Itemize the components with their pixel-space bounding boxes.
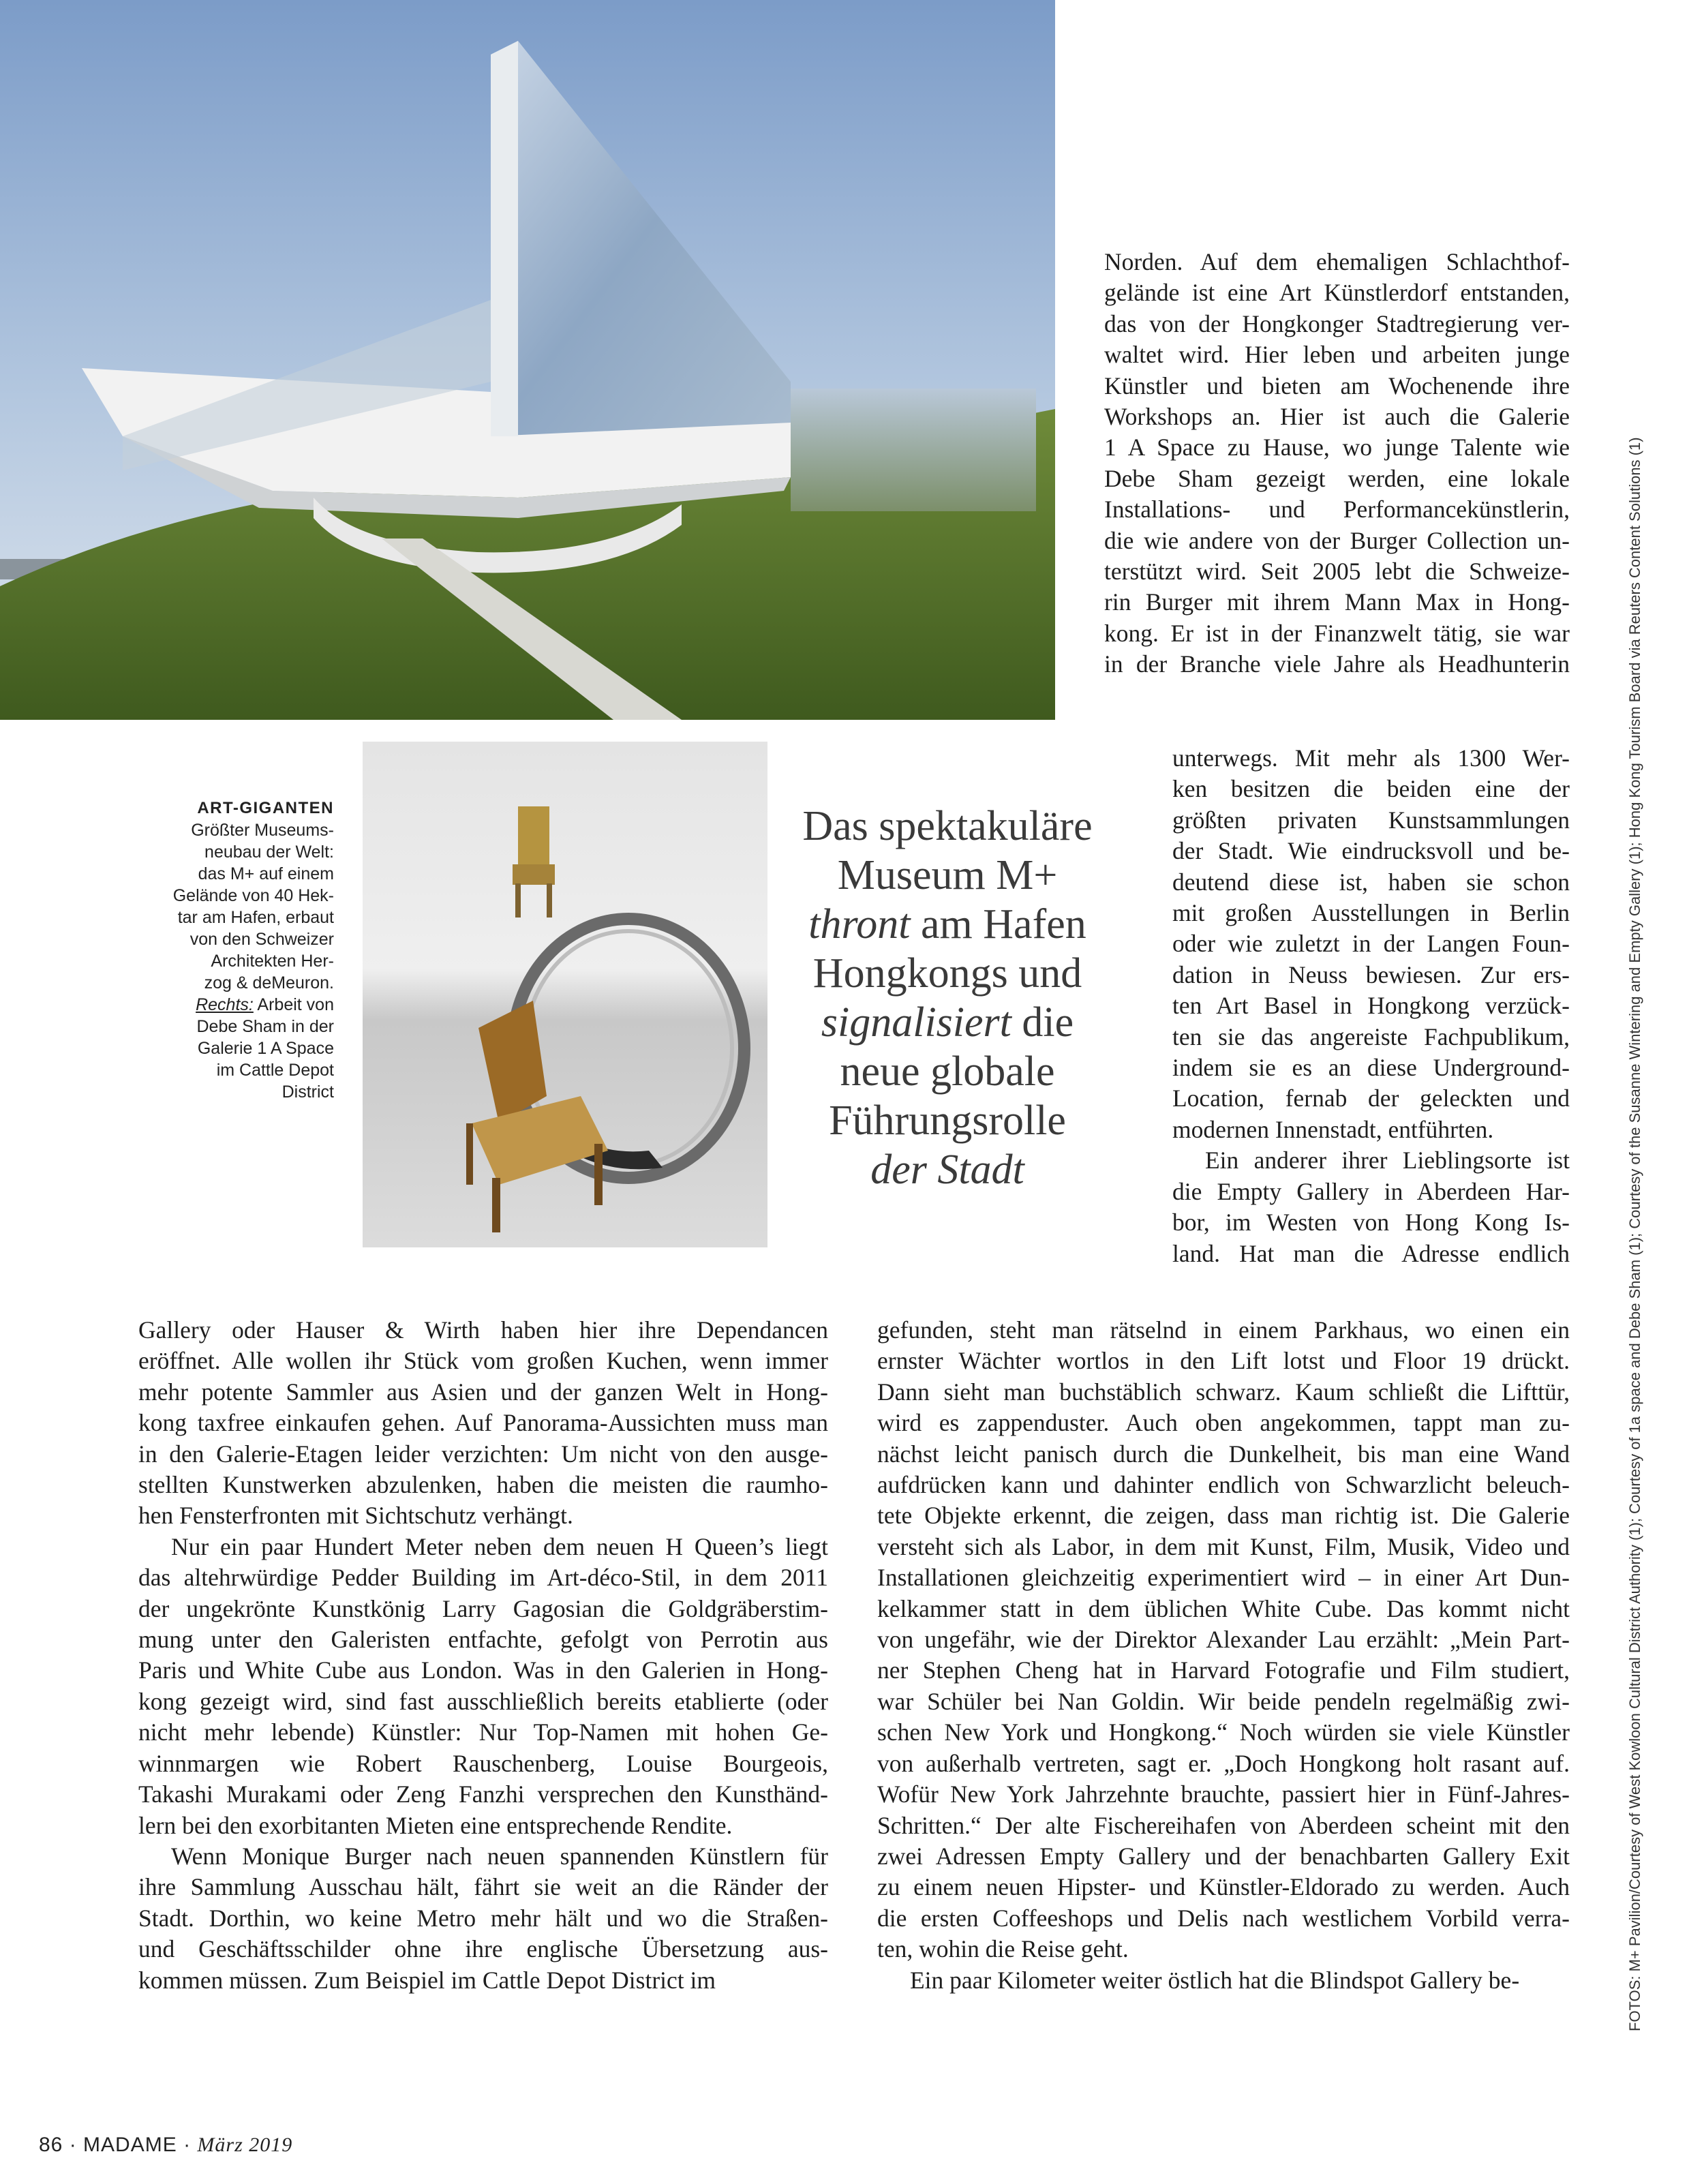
text-line: aufdrücken kann und dahinter endlich von Schwarzlicht beleuch- (877, 1471, 1570, 1499)
caption-line: neubau der Welt: (204, 843, 334, 862)
text-line: dation in Neuss bewiesen. Zur ers- (1172, 960, 1570, 988)
pull-quote-text: die (1011, 999, 1074, 1046)
folio-separator: · (177, 2134, 198, 2156)
text-line: Gallery oder Hauser & Wirth haben hier ihre Dependancen (138, 1316, 828, 1344)
text-line: gefunden, steht man rätselnd in einem Parkhaus, wo einen ein (877, 1316, 1570, 1344)
text-line: Dann sieht man buchstäblich schwarz. Kaum schließt die Lifttür, (877, 1378, 1570, 1406)
text-line: lern bei den exorbitanten Mieten eine entsprechende Rendite. (138, 1811, 733, 1839)
text-line: nächst leicht panisch durch die Dunkelheit, bis man eine Wand (877, 1440, 1570, 1468)
text-line: das von der Hongkonger Stadtregierung ver- (1104, 309, 1570, 337)
caption-line: Gelände von 40 Hek- (172, 886, 334, 905)
text-line: in der Branche viele Jahre als Headhunterin (1104, 650, 1570, 678)
text-line: Wofür New York Jahrzehnte brauchte, passiert hier in Fünf-Jahres- (877, 1780, 1570, 1808)
text-line: modernen Innenstadt, entführten. (1172, 1115, 1494, 1143)
caption-line: District (282, 1082, 334, 1102)
text-line: Takashi Murakami oder Zeng Fanzhi versprechen den Kunsthänd- (138, 1780, 828, 1808)
text-line: die Empty Gallery in Aberdeen Har- (1172, 1177, 1570, 1205)
text-line: Ein paar Kilometer weiter östlich hat die Blindspot Gallery be- (910, 1966, 1520, 1994)
text-line: Workshops an. Hier ist auch die Galerie (1104, 403, 1570, 431)
caption-line: Galerie 1 A Space (197, 1039, 334, 1058)
caption-line: tar am Hafen, erbaut (177, 908, 334, 927)
museum-photo (0, 0, 1055, 720)
text-line: Installations- und Performancekünstlerin, (1104, 496, 1570, 524)
caption-line: von den Schweizer (189, 930, 334, 949)
text-line: ner Stephen Cheng hat in Harvard Fotografie und Film studiert, (877, 1656, 1570, 1684)
text-line: ten Art Basel in Hongkong verzück- (1172, 992, 1570, 1020)
text-line: mehr potente Sammler aus Asien und der ganzen Welt in Hong- (138, 1378, 828, 1406)
folio-separator: · (63, 2134, 84, 2156)
text-line: kong. Er ist in der Finanzwelt tätig, sie war (1104, 619, 1570, 647)
pull-quote-text: am Hafen (910, 901, 1086, 947)
caption-line: Größter Museums- (191, 821, 334, 840)
text-line: nicht mehr lebende) Künstler: Nur Top-Namen mit hohen Ge- (138, 1718, 828, 1746)
chairs-artwork-photo (363, 742, 767, 1247)
text-line: deutend diese ist, haben sie schon (1172, 868, 1570, 896)
text-line: Nur ein paar Hundert Meter neben dem neuen H Queen’s liegt (171, 1532, 828, 1560)
text-line: Stadt. Dorthin, wo keine Metro mehr hält und wo die Straßen- (138, 1904, 828, 1932)
text-line: die ersten Coffeeshops und Delis nach westlichem Vorbild verra- (877, 1904, 1570, 1932)
pull-quote-emphasis: thront (808, 901, 911, 947)
article-column-right-narrow (1172, 743, 1570, 1269)
text-line: mung unter den Galeristen entfachte, gefolgt von Perrotin aus (138, 1626, 828, 1654)
text-line: in den Galerie-Etagen leider verzichten: Um nicht von den ausge- (138, 1440, 828, 1468)
text-line: zu einem neuen Hipster- und Künstler-Eldorado zu werden. Auch (877, 1873, 1570, 1901)
page-number: 86 (39, 2134, 63, 2156)
text-line: waltet wird. Hier leben und arbeiten junge (1104, 341, 1570, 369)
text-line: war Schüler bei Nan Goldin. Wir beide pendeln regelmäßig zwi- (877, 1687, 1570, 1715)
caption-line: Architekten Her- (211, 952, 334, 971)
text-line: kelkammer statt in dem üblichen White Cube. Das kommt nicht (877, 1594, 1570, 1622)
text-line: ten sie das angereiste Fachpublikum, (1172, 1022, 1570, 1050)
text-line: Location, fernab der geleckten und (1172, 1085, 1570, 1112)
text-line: Schritten.“ Der alte Fischereihafen von Aberdeen scheint mit den (877, 1811, 1570, 1839)
pull-quote-line (784, 900, 1111, 949)
text-line: ken besitzen die beiden eine der (1172, 775, 1570, 803)
text-line: schen New York und Hongkong.“ Noch würden sie viele Künstler (877, 1718, 1570, 1746)
issue-date: März 2019 (197, 2134, 293, 2156)
caption-rechts-label: Rechts: (196, 995, 254, 1014)
text-line: der Stadt. Wie eindrucksvoll und be- (1172, 837, 1570, 865)
text-line: zwei Adressen Empty Gallery und der benachbarten Gallery Exit (877, 1842, 1570, 1870)
text-line: unterwegs. Mit mehr als 1300 Wer- (1172, 744, 1570, 772)
text-line: land. Hat man die Adresse endlich (1172, 1239, 1570, 1267)
caption-line: im Cattle Depot (216, 1061, 334, 1080)
pull-quote-line: Hongkongs und (812, 950, 1082, 997)
pull-quote-line (784, 998, 1111, 1047)
text-line: kong taxfree einkaufen gehen. Auf Panorama-Aussichten muss man (138, 1409, 828, 1437)
text-line: Norden. Auf dem ehemaligen Schlachthof- (1104, 248, 1570, 275)
pull-quote-line: Das spektakuläre (802, 803, 1093, 849)
text-line: kommen müssen. Zum Beispiel im Cattle Depot District im (138, 1966, 716, 1994)
pull-quote (784, 802, 1111, 1194)
text-line: die wie andere von der Burger Collection un- (1104, 526, 1570, 554)
text-line: größten privaten Kunstsammlungen (1172, 806, 1570, 834)
text-line: indem sie es an diese Underground- (1172, 1054, 1570, 1082)
text-line: Künstler und bieten am Wochenende ihre (1104, 371, 1570, 399)
text-line: gelände ist eine Art Künstlerdorf entstanden, (1104, 279, 1570, 307)
text-line: Debe Sham gezeigt werden, eine lokale (1104, 464, 1570, 492)
pull-quote-emphasis: der Stadt (870, 1147, 1024, 1193)
caption-line: das M+ auf einem (198, 864, 334, 883)
caption-line: zog & deMeuron. (204, 973, 334, 992)
text-line: ten, wohin die Reise geht. (877, 1935, 1129, 1963)
page-folio (39, 2134, 292, 2157)
article-column-right-top (1104, 247, 1570, 680)
photo-credit: FOTOS: M+ Pavilion/Courtesy of West Kowloon Cultural District Authority (1); Courtesy of 1a space and Debe Sham (1); Courtesy of the Susanne Wintering and Empty Gallery (1); Hong Kong Tourism Board via Reuters Content Solutions (1) (1626, 437, 1643, 2031)
article-column-right-bottom (877, 1315, 1570, 1996)
pull-quote-line: neue globale (840, 1048, 1055, 1095)
caption-title: ART-GIGANTEN (197, 799, 334, 817)
caption-line (157, 994, 334, 1016)
magazine-name: MADAME (83, 2134, 177, 2156)
text-line: versteht sich als Labor, in dem mit Kunst, Film, Musik, Video und (877, 1532, 1570, 1560)
text-line: Installationen gleichzeitig experimentiert wird – in einer Art Dun- (877, 1564, 1570, 1592)
text-line: stellten Kunstwerken abzulenken, haben die meisten die raumho- (138, 1471, 828, 1499)
text-line: und Geschäftsschilder ohne ihre englische Übersetzung aus- (138, 1935, 828, 1963)
caption-line: Debe Sham in der (196, 1017, 334, 1036)
article-column-left (138, 1315, 828, 1996)
text-line: terstützt wird. Seit 2005 lebt die Schweize- (1104, 558, 1570, 586)
text-line: eröffnet. Alle wollen ihr Stück vom großen Kuchen, wenn immer (138, 1347, 828, 1375)
text-line: oder wie zuletzt in der Langen Foun- (1172, 930, 1570, 958)
text-line: 1 A Space zu Hause, wo junge Talente wie (1104, 434, 1570, 461)
text-line: ernster Wächter wortlos in den Lift lotst und Floor 19 drückt. (877, 1347, 1570, 1375)
pull-quote-line (784, 1145, 1111, 1194)
text-line: Ein anderer ihrer Lieblingsorte ist (1205, 1147, 1570, 1174)
text-line: Paris und White Cube aus London. Was in den Galerien in Hong- (138, 1656, 828, 1684)
text-line: der ungekrönte Kunstkönig Larry Gagosian die Goldgräberstim- (138, 1594, 828, 1622)
text-line: tete Objekte erkennt, die zeigen, dass man richtig ist. Die Galerie (877, 1502, 1570, 1530)
text-line: von außerhalb vertreten, sagt er. „Doch Hongkong holt rasant auf. (877, 1749, 1570, 1777)
text-line: winnmargen wie Robert Rauschenberg, Louise Bourgeois, (138, 1749, 828, 1777)
text-line: von ungefähr, wie der Direktor Alexander Lau erzählt: „Mein Part- (877, 1626, 1570, 1654)
text-line: rin Burger mit ihrem Mann Max in Hong- (1104, 588, 1570, 616)
text-line: bor, im Westen von Hong Kong Is- (1172, 1209, 1570, 1237)
text-line: kong gezeigt wird, sind fast ausschließlich bereits etablierte (oder (138, 1687, 828, 1715)
text-line: hen Fensterfronten mit Sichtschutz verhängt. (138, 1502, 573, 1530)
pull-quote-emphasis: signalisiert (821, 999, 1011, 1046)
text-line: wird es zappenduster. Auch oben angekommen, tappt man zu- (877, 1409, 1570, 1437)
image-caption (157, 798, 334, 1103)
text-line: das altehrwürdige Pedder Building im Art-déco-Stil, in dem 2011 (138, 1564, 828, 1592)
text-line: Wenn Monique Burger nach neuen spannenden Künstlern für (171, 1842, 828, 1870)
pull-quote-line: Führungsrolle (829, 1097, 1066, 1144)
caption-rechts-rest: Arbeit von (253, 995, 334, 1014)
pull-quote-line: Museum M+ (837, 852, 1058, 898)
text-line: mit großen Ausstellungen in Berlin (1172, 899, 1570, 927)
text-line: ihre Sammlung Ausschau hält, fährt sie weit an die Ränder der (138, 1873, 828, 1901)
